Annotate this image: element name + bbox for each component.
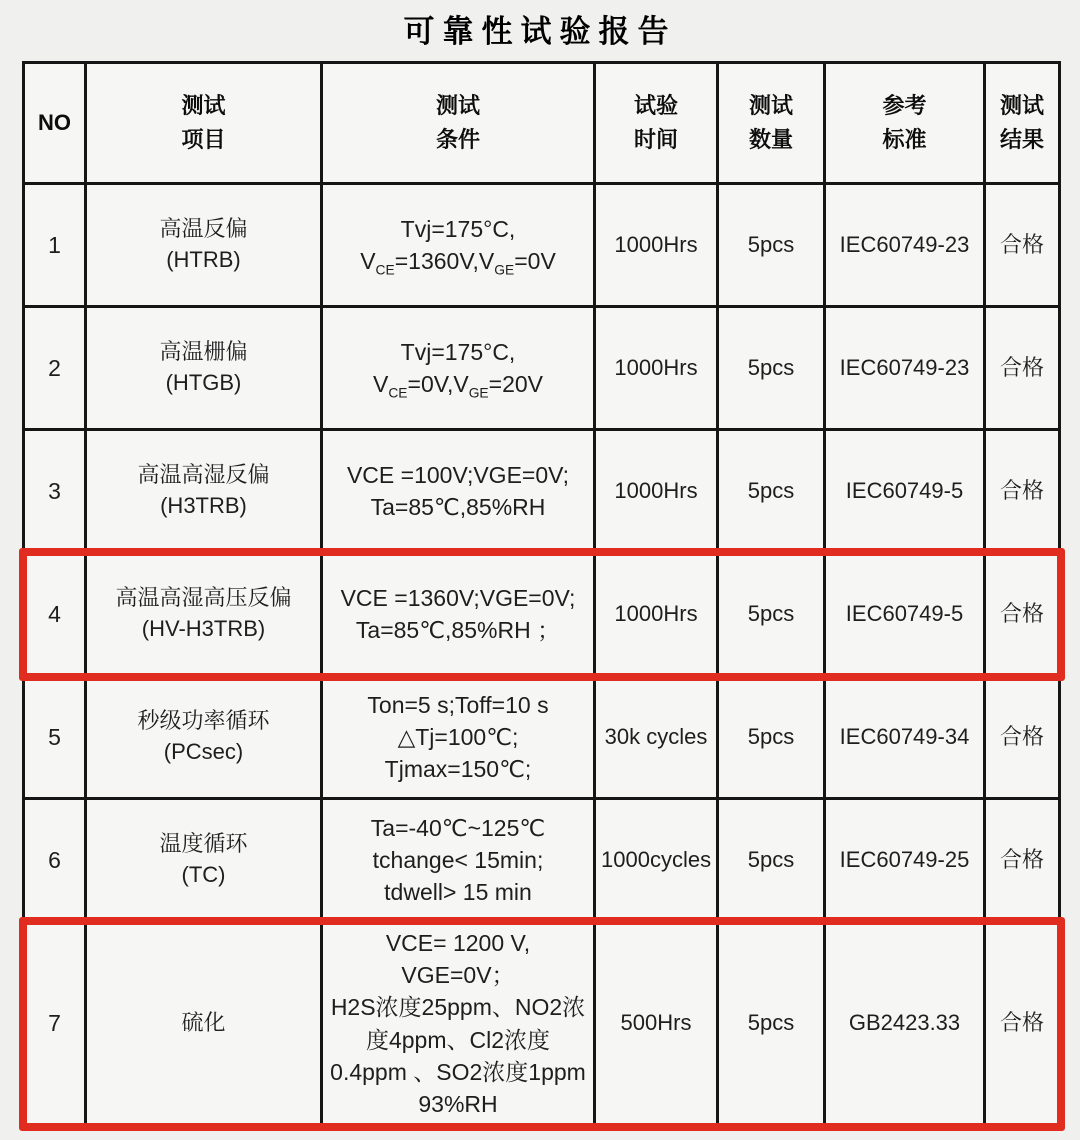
text-line: 条件 [435,127,480,152]
text-line: 度4ppm、Cl2浓度 [365,1026,551,1053]
report-title: 可靠性试验报告 [403,14,677,49]
text-line: Ta=-40℃~125℃ [370,814,546,841]
text-line: Ton=5 s;Toff=10 s [367,691,549,718]
cell-reference-standard: IEC60749-23 [825,307,985,430]
cell-test-item [86,676,322,799]
text-line: 数量 [748,127,793,152]
cell-test-item [86,922,322,1126]
text-line: tdwell> 15 min [384,879,532,906]
cell-reference-standard: IEC60749-25 [825,799,985,922]
text-line: 高温高湿高压反偏 [115,585,292,611]
cell-test-condition [322,553,595,676]
text-line: VCE =100V;VGE=0V; [346,461,570,488]
cell-test-duration: 1000Hrs [595,307,718,430]
cell-test-result: 合格 [985,553,1060,676]
text-line: 测试 [435,92,480,118]
cell-test-condition [322,799,595,922]
cell-reference-standard: IEC60749-34 [825,676,985,799]
text-line: 参考 [882,92,927,118]
text-line: 高温高湿反偏 [137,462,270,488]
text-line: 温度循环 [159,831,248,857]
table-row [24,922,1060,1126]
cell-test-item [86,430,322,553]
table-row [24,430,1060,553]
table-row [24,307,1060,430]
cell-no: 3 [24,430,86,553]
text-line: tchange< 15min; [372,846,544,873]
text-line: Tvj=175°C, [400,215,516,242]
text-line: 标准 [882,127,927,152]
cell-no: 4 [24,553,86,676]
text-line: (TC) [181,862,226,887]
text-line: 测试 [748,92,793,118]
cell-test-quantity: 5pcs [718,307,825,430]
column-header-condition [322,63,595,184]
cell-test-item [86,553,322,676]
text-line: NO [38,109,71,135]
cell-no: 5 [24,676,86,799]
text-line: 93%RH [418,1090,498,1117]
cell-test-condition [322,430,595,553]
cell-test-condition [322,676,595,799]
cell-no: 1 [24,184,86,307]
cell-test-result: 合格 [985,430,1060,553]
cell-test-item [86,307,322,430]
text-line: VCE= 1200 V, [385,930,531,956]
cell-test-duration: 1000Hrs [595,430,718,553]
column-header-standard [825,63,985,184]
header-row [24,63,1060,184]
table-row [24,799,1060,922]
table-row [24,676,1060,799]
column-header-result [985,63,1060,184]
table-row [24,553,1060,676]
column-header-item [86,63,322,184]
text-line: 时间 [633,127,678,152]
cell-test-duration: 1000Hrs [595,553,718,676]
text-line: △Tj=100℃; [397,723,519,750]
text-line: 高温栅偏 [159,339,248,365]
cell-test-item [86,799,322,922]
text-line: H2S浓度25ppm、NO2浓 [330,994,586,1021]
cell-test-duration: 1000Hrs [595,184,718,307]
text-line: (H3TRB) [160,493,247,518]
cell-test-result: 合格 [985,799,1060,922]
cell-test-quantity: 5pcs [718,553,825,676]
cell-test-condition [322,922,595,1126]
cell-test-duration: 30k cycles [595,676,718,799]
cell-reference-standard: GB2423.33 [825,922,985,1126]
cell-test-quantity: 5pcs [718,184,825,307]
cell-no: 2 [24,307,86,430]
text-line: $V_{CE}=0V,V_{GE}=20V$ [373,371,543,401]
table-body [24,184,1060,1126]
text-line: VGE=0V； [401,962,515,989]
cell-no: 6 [24,799,86,922]
cell-test-duration: 500Hrs [595,922,718,1126]
cell-test-quantity: 5pcs [718,922,825,1126]
text-line: 结果 [999,127,1044,152]
cell-no: 7 [24,922,86,1126]
reliability-test-table [22,61,1061,1127]
cell-test-condition [322,184,595,307]
cell-test-quantity: 5pcs [718,676,825,799]
column-header-quantity [718,63,825,184]
column-header-no [24,63,86,184]
text-line: Ta=85℃,85%RH ； [355,617,561,643]
cell-reference-standard: IEC60749-5 [825,430,985,553]
text-line: Tvj=175°C, [400,338,516,365]
cell-test-result: 合格 [985,184,1060,307]
cell-test-duration: 1000cycles [595,799,718,922]
text-line: 测试 [181,92,226,118]
cell-test-quantity: 5pcs [718,799,825,922]
text-line: 项目 [181,127,226,152]
table-row [24,184,1060,307]
text-line: (HTGB) [165,370,242,395]
cell-test-result: 合格 [985,922,1060,1126]
text-line: $V_{CE}=1360V,V_{GE}=0V$ [360,248,556,278]
column-header-duration [595,63,718,184]
table-wrapper [22,61,1058,1127]
text-line: 测试 [999,92,1044,118]
cell-test-item [86,184,322,307]
text-line: 高温反偏 [159,216,248,242]
text-line: (PCsec) [163,739,244,764]
text-line: Ta=85℃,85%RH [370,494,546,520]
text-line: Tjmax=150℃; [384,756,532,783]
cell-test-condition [322,307,595,430]
text-line: 秒级功率循环 [137,708,270,734]
cell-test-result: 合格 [985,676,1060,799]
text-line: VCE =1360V;VGE=0V; [340,584,576,611]
cell-test-result: 合格 [985,307,1060,430]
text-line: 硫化 [181,1010,226,1036]
cell-reference-standard: IEC60749-5 [825,553,985,676]
text-line: 试验 [633,92,678,118]
text-line: (HV-H3TRB) [141,616,266,641]
cell-reference-standard: IEC60749-23 [825,184,985,307]
text-line: (HTRB) [166,247,241,272]
cell-test-quantity: 5pcs [718,430,825,553]
text-line: 0.4ppm 、SO2浓度1ppm [330,1058,586,1085]
